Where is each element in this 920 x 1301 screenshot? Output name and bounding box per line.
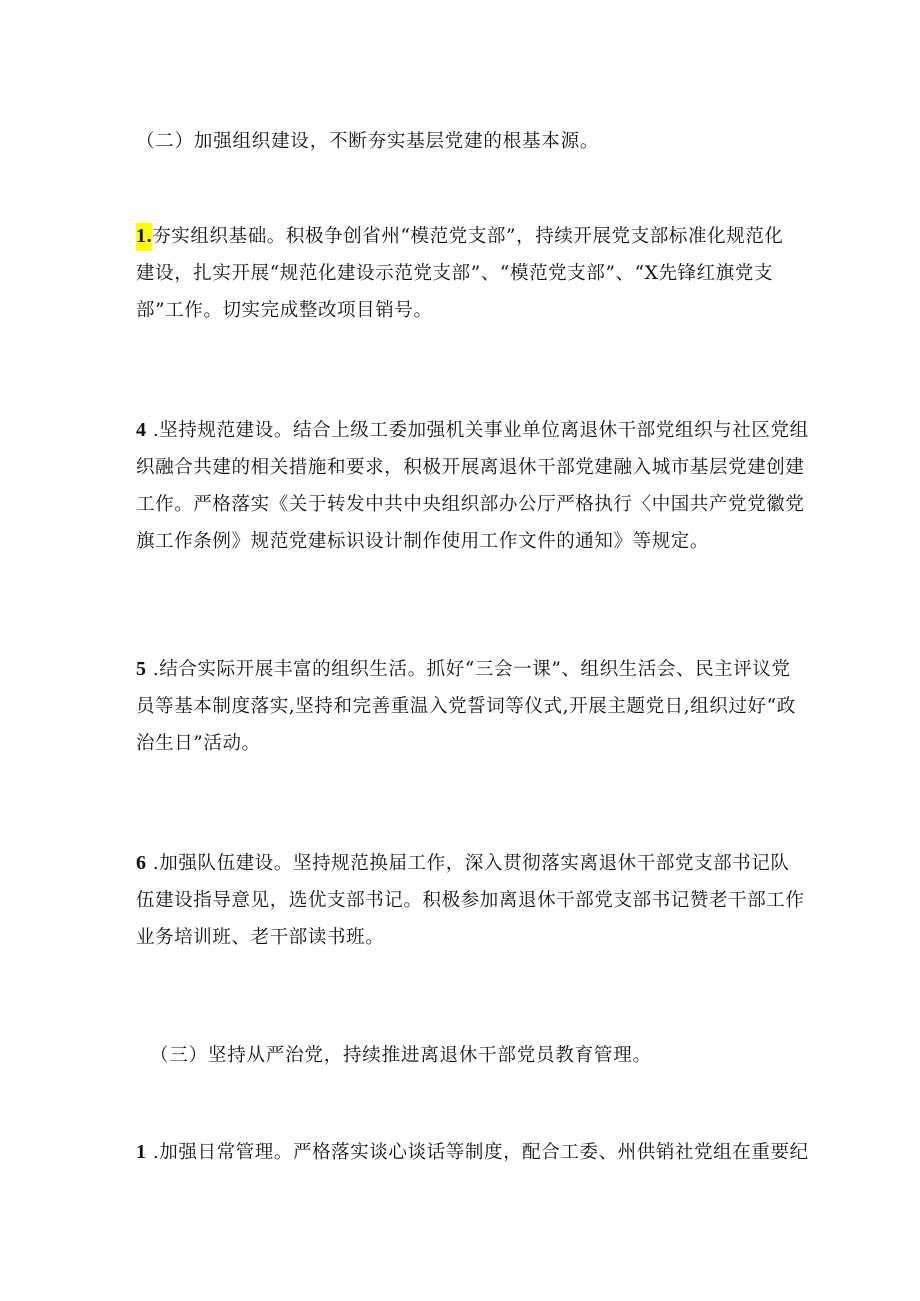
item-separator: .	[146, 420, 160, 441]
item-number-highlighted: 1.	[136, 223, 152, 251]
paragraph-line: 部”工作。切实完成整改项目销号。	[136, 300, 433, 321]
paragraph-item-1	[136, 218, 798, 329]
line-text: 加强日常管理。严格落实谈心谈话等制度，配合工委、州供销社党组在重要纪	[159, 1142, 809, 1163]
line-text: 坚持规范建设。结合上级工委加强机关事业单位离退休干部党组织与社区党组	[159, 420, 809, 441]
paragraph-line	[136, 412, 809, 449]
item-number: 1	[136, 1141, 147, 1163]
paragraph-line: 员等基本制度落实,坚持和完善重温入党誓词等仪式,开展主题党日,组织过好“政	[136, 696, 796, 717]
paragraph-item-1b	[136, 1134, 809, 1171]
line-text: 夯实组织基础。积极争创省州“模范党支部”，持续开展党支部标准化规范化	[152, 226, 784, 247]
paragraph-line: 工作。严格落实《关于转发中共中央组织部办公厅严格执行〈中国共产党党徽党	[136, 494, 805, 515]
line-text: 加强队伍建设。坚持规范换届工作，深入贯彻落实离退休干部党支部书记队	[159, 853, 790, 874]
heading-text: （三）坚持从严治党，持续推进离退休干部党员教育管理。	[150, 1045, 652, 1066]
item-separator: .	[146, 853, 160, 874]
paragraph-line: 业务培训班、老干部读书班。	[136, 927, 385, 948]
paragraph-item-6	[136, 845, 805, 956]
paragraph-item-5	[136, 651, 798, 762]
item-separator: .	[146, 659, 160, 680]
heading-text: （二）加强组织建设，不断夯实基层党建的根基本源。	[136, 131, 600, 152]
paragraph-line: 建设，扎实开展“规范化建设示范党支部”、“模范党支部”、“X先锋红旗党支	[136, 263, 774, 284]
paragraph-line	[136, 218, 798, 255]
paragraph-item-4	[136, 412, 809, 560]
section-heading-2	[136, 123, 798, 160]
paragraph-line	[136, 845, 798, 882]
item-number: 5	[136, 658, 147, 680]
section-heading-3	[150, 1037, 812, 1074]
item-separator: .	[146, 1142, 160, 1163]
paragraph-line: 织融合共建的相关措施和要求，积极开展离退休干部党建融入城市基层党建创建	[136, 457, 805, 478]
paragraph-line: 旗工作条例》规范党建标识设计制作使用工作文件的通知》等规定。	[136, 531, 710, 552]
paragraph-line	[136, 1134, 809, 1171]
line-text: 结合实际开展丰富的组织生活。抓好“三会一课”、组织生活会、民主评议党	[159, 659, 791, 680]
item-number: 6	[136, 852, 147, 874]
paragraph-line	[136, 651, 798, 688]
paragraph-line: 治生日”活动。	[136, 733, 261, 754]
item-number: 4	[136, 419, 147, 441]
paragraph-line: 伍建设指导意见，选优支部书记。积极参加离退休干部党支部书记赞老干部工作	[136, 890, 805, 911]
